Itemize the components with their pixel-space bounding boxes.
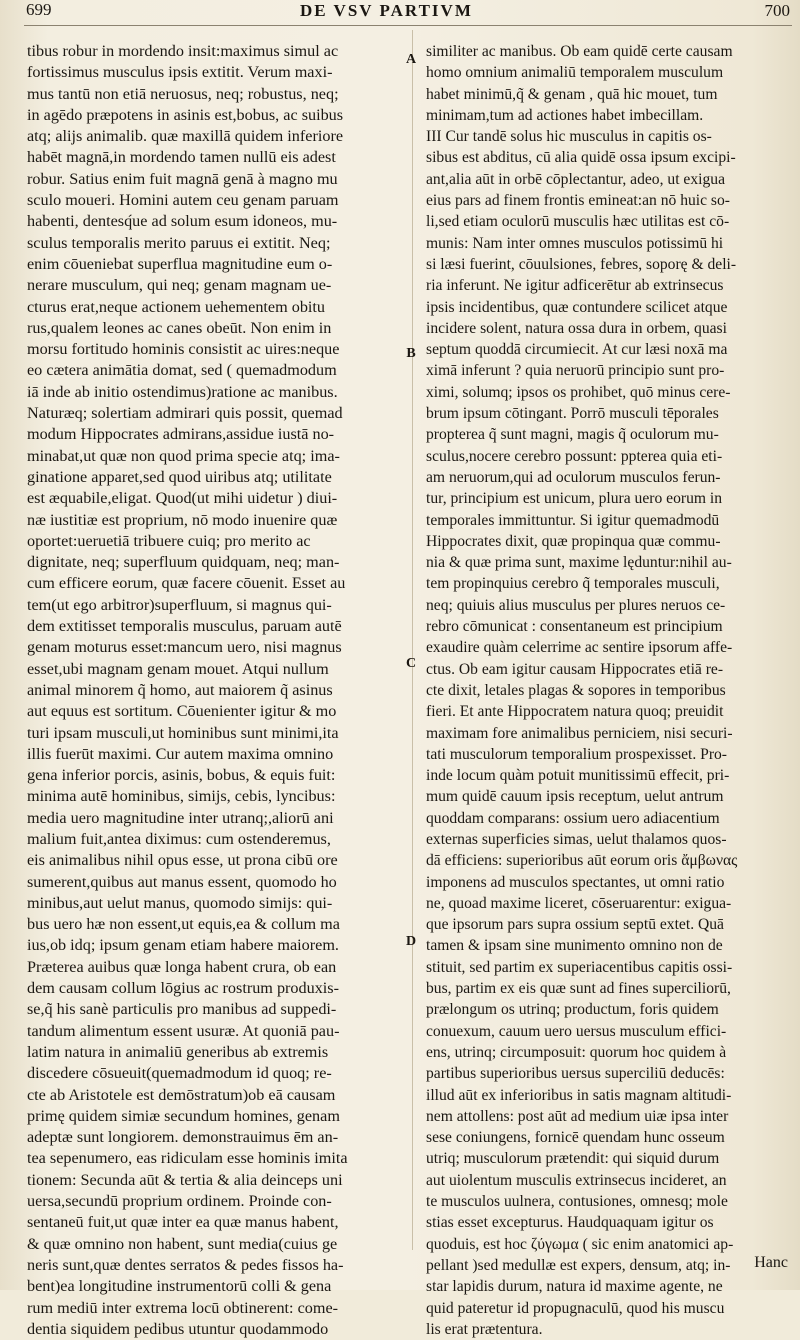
text-line: esset,ubi magnam genam mouet. Atqui nullum <box>27 659 329 678</box>
text-line: eius pars ad finem frontis emineat:an nō huic so- <box>426 192 730 210</box>
text-line: quoduis, est hoc ζύγωμα ( sic enim anatomici ap- <box>426 1235 734 1253</box>
text-line: prælongum os utrinq; productum, foris quidem <box>426 1001 719 1019</box>
text-line: atq; alijs animalib. quæ maxillā quidem inferiore <box>27 127 344 146</box>
text-line: minabat,ut quæ non quod prima specie atq; ima- <box>27 446 340 465</box>
text-line: externas superficies simas, uelut thalamos quos- <box>426 830 727 848</box>
text-line: homo omnium animaliū temporalem musculum <box>426 64 724 82</box>
text-line: modum Hippocrates admirans,assidue iustā no- <box>27 425 335 444</box>
text-line: bent)ea longitudine instrumentorū colli & gena <box>27 1277 332 1296</box>
text-line: cte ab Aristotele est demōstratum)ob eā causam <box>27 1085 336 1104</box>
text-line: in agēdo præpotens in asinis est,bobus, ac suibus <box>27 105 344 124</box>
text-line: sibus est abditus, cū alia quidē ossa ipsum excipi- <box>426 149 736 167</box>
text-line: adeptæ sunt longiorem. demonstrauimus ēm an- <box>27 1128 339 1147</box>
text-line: brum ipsum cōtingant. Porrō musculi tēporales <box>426 405 719 423</box>
text-line: utriq; musculorum prætendit: qui siquid durum <box>426 1150 720 1168</box>
text-line: conuexum, cauum uero uersus musculum effici- <box>426 1022 727 1040</box>
text-line: exaudire quàm celerrime ac sentire ipsorum affe- <box>426 639 733 657</box>
text-line: Naturæq; solertiam admirari quis possit, quemad <box>27 404 343 423</box>
text-line: habet minimū,q̃ & genam , quā hic mouet, tum <box>426 85 718 103</box>
text-line: III Cur tandē solus hic musculus in capitis os- <box>426 128 712 146</box>
right-page-number: 700 <box>764 1 790 20</box>
text-line: cturus erat,neque actionem uehementem obitu <box>27 297 326 316</box>
right-text-column <box>426 41 778 1340</box>
text-line: fieri. Et ante Hippocratem natura quoq; preuidit <box>426 703 724 721</box>
text-line: bus, partim ex eis quæ sunt ad fines superciliorū, <box>426 980 731 998</box>
running-title: DE VSV PARTIVM <box>300 1 473 20</box>
text-line: cum efficere eorum, quæ facere cōuenit. Esset au <box>27 574 346 593</box>
text-line: turi ipsam musculi,ut hominibus sunt minimi,ita <box>27 723 339 742</box>
text-line: neris sunt,quæ dentes serratos & pedes fissos ha- <box>27 1255 344 1274</box>
text-line: minima autē hominibus, simijs, cebis, lyncibus: <box>27 787 336 806</box>
text-line: sese coniungens, fornicē quendam hunc osseum <box>426 1129 725 1147</box>
text-line: nerare musculum, qui neq; genam magnam ue- <box>27 276 332 295</box>
text-line: ctus. Ob eam igitur causam Hippocrates etiā re- <box>426 660 724 678</box>
text-line: oportet:ueruetiā tribuere cuiq; pro merito ac <box>27 531 311 550</box>
text-line: stituit, sed partim ex superiacentibus capitis ossi- <box>426 958 733 976</box>
text-line: tati musculorum temporalium prospexisset. Pro- <box>426 745 728 763</box>
text-line: nia & quæ prima sunt, maxime lęduntur:nihil au- <box>426 554 732 572</box>
text-line: quid pateretur id propugnaculū, quod his muscu <box>426 1299 725 1317</box>
text-line: animal minorem q̃ homo, aut maiorem q̃ asinus <box>27 680 333 699</box>
text-line: mus tantū non etiā neruosus, neq; robustus, neq; <box>27 84 339 103</box>
left-page-number: 699 <box>26 0 52 19</box>
text-line: imponens ad musculos spectantes, ut omni ratio <box>426 873 725 891</box>
text-line: media uero magnitudine inter utranq;,aliorū ani <box>27 808 334 827</box>
margin-letter-d: D <box>405 934 417 949</box>
text-line: illud aūt ex inferioribus in satis magnam altitudi- <box>426 1086 732 1104</box>
text-line: stias esset excepturus. Haudquaquam igitur os <box>426 1214 714 1232</box>
text-line: li,sed etiam oculorū musculis hæc utilitas est cō- <box>426 213 730 231</box>
text-line: tem propinquius cerebro q̃ temporales musculi, <box>426 575 720 593</box>
text-line: te musculos uulnera, contusiones, omnesq; mole <box>426 1193 728 1211</box>
text-line: tem(ut ego arbitror)superfluum, si magnus qui- <box>27 595 332 614</box>
text-line: minibus,aut uelut manus, quomodo simijs: qui- <box>27 893 333 912</box>
text-line: fortissimus musculus ipsis extitit. Verum maxi- <box>27 63 333 82</box>
text-line: ant,alia aūt in orbē cōplectantur, adeo, ut exigua <box>426 170 725 188</box>
text-line: discedere cōsueuit(quemadmodum id quoq; re- <box>27 1064 332 1083</box>
text-line: latim natura in animaliū generibus ab extremis <box>27 1042 329 1061</box>
text-line: sculo moueri. Homini autem ceu genam paruam <box>27 191 339 210</box>
text-line: similiter ac manibus. Ob eam quidē certe causam <box>426 43 733 60</box>
text-line: ginatione apparet,sed quod uiribus atq; utilitate <box>27 467 332 486</box>
text-line: se,q̃ his sanè particulis pro manibus ad suppedi- <box>27 1000 337 1019</box>
text-line: ius,ob idq; ipsum genam etiam habere maiorem. <box>27 936 339 955</box>
text-line: sentaneū fuit,ut quæ inter ea quæ manus habent, <box>27 1213 339 1232</box>
text-line: que ipsorum pars supra ossium septū extet. Quā <box>426 916 724 934</box>
text-line: illis fuerūt maximi. Cur autem maxima omnino <box>27 744 334 763</box>
text-line: dignitate, neq; superfluum quidquam, neq; man- <box>27 553 340 572</box>
text-line: ximā inferunt ? quia neruorū principio sunt pro- <box>426 362 725 380</box>
text-line: robur. Satius enim fuit magnā genā à magno mu <box>27 169 338 188</box>
text-line: sumerent,quibus aut manus essent, quomodo ho <box>27 872 337 891</box>
text-line: ipsis incidentibus, quæ contundere scilicet atque <box>426 298 728 316</box>
text-line: primę quidem simiæ secundum homines, genam <box>27 1106 340 1125</box>
text-line: Hippocrates dixit, quæ propinqua quæ commu- <box>426 532 721 550</box>
text-line: maximam fore animalibus perniciem, nisi securi- <box>426 724 733 742</box>
text-line: habenti, dentesq́ue ad solum esum idoneos, mu- <box>27 212 338 231</box>
text-line: tibus robur in mordendo insit:maximus simul ac <box>27 42 339 60</box>
text-line: malium fuit,antea diximus: cum ostenderemus, <box>27 829 331 848</box>
text-line: eis animalibus nihil opus esse, ut prona cibū ore <box>27 851 338 870</box>
text-line: enim cōueniebat superflua magnitudine eum o- <box>27 254 333 273</box>
text-line: star lapidis durum, natura id maxime agente, ne <box>426 1278 723 1296</box>
margin-letter-c: C <box>405 656 417 671</box>
text-line: ximi, solumq; ipsos os prohibet, quō minus cere- <box>426 383 731 401</box>
text-line: genam moturus esset:mancum uero, nisi magnus <box>27 638 342 657</box>
text-line: mum quidē cauum ipsis receptum, uelut antrum <box>426 788 724 806</box>
text-line: eo cætera animātia domat, sed ( quemadmodum <box>27 361 337 380</box>
text-line: munis: Nam inter omnes musculos potissimū hi <box>426 234 724 252</box>
text-line: ens, utrinq; circumposuit: quorum hoc quidem à <box>426 1043 727 1061</box>
text-line: quoddam comparans: ossium uero adiacentium <box>426 809 720 827</box>
text-line: partibus superioribus uersus superciliū deducēs: <box>426 1065 725 1083</box>
text-line: rus,qualem leones ac canes obeūt. Non enim in <box>27 318 332 337</box>
text-line: temporales immittuntur. Si igitur quemadmodū <box>426 511 720 529</box>
text-line: tamen & ipsam sine munimento omnino non de <box>426 937 723 955</box>
left-text-column <box>27 41 399 1340</box>
text-line: sculus,nocere cerebro possunt: ppterea quia eti- <box>426 447 723 465</box>
text-line: incidere solent, natura ossa dura in orbem, quasi <box>426 319 727 337</box>
text-line: tionem: Secunda aūt & tertia & alia deinceps uni <box>27 1170 343 1189</box>
header-rule <box>24 25 792 26</box>
text-line: propterea q̃ sunt magni, magis q̃ oculorum mu- <box>426 426 719 444</box>
text-line: & quæ omnino non habent, sunt media(cuius ge <box>27 1234 338 1253</box>
text-line: neq; quiuis alius musculus per plures neruos ce- <box>426 596 726 614</box>
text-line: pellant )sed medullæ est expers, densum, atq; in- <box>426 1256 731 1274</box>
text-line: næ iustitiæ est proprium, nō modo inuenire quæ <box>27 510 338 529</box>
text-line: tea sepenumero, eas ridiculam esse hominis imita <box>27 1149 348 1168</box>
margin-letter-a: A <box>405 52 417 67</box>
text-line: nem attollens: post aūt ad medium uiæ ipsa inter <box>426 1107 729 1125</box>
catchword: Hanc <box>754 1254 788 1271</box>
text-line: ne, quoad maxime liceret, cōseruarentur: exigua- <box>426 894 732 912</box>
text-line: septum quoddā circumiecit. At cur læsi noxā ma <box>426 341 728 359</box>
text-line: bus uero hæ non essent,ut equis,ea & collum ma <box>27 915 340 934</box>
column-divider <box>412 30 413 1250</box>
margin-letter-b: B <box>406 346 416 361</box>
text-line: sculus temporalis merito paruus ei extitit. Neq; <box>27 233 331 252</box>
text-line: tandum alimentum essent usuræ. At quoniā pau- <box>27 1021 340 1040</box>
text-line: tur, principium est unicum, plura uero eorum in <box>426 490 723 508</box>
text-line: dentia siquidem pedibus utuntur quodammodo <box>27 1319 329 1338</box>
text-line: si læsi fuerint, cōuulsiones, febres, soporę & deli- <box>426 255 737 273</box>
text-line: habēt magnā,in mordendo tamen nullū eis adest <box>27 148 336 167</box>
text-line: uersa,secundū proprium ordinem. Proinde con- <box>27 1192 332 1211</box>
text-line: dā efficiens: superioribus aūt eorum oris ἄμβωνας <box>426 852 738 870</box>
text-line: Præterea auibus quæ longa habent crura, ob ean <box>27 957 337 976</box>
text-line: am neruorum,qui ad oculorum musculos ferun- <box>426 468 721 486</box>
text-line: cte dixit, letales plagas & sopores in temporibus <box>426 681 726 699</box>
text-line: rebro cōmunicat : consentaneum est principium <box>426 618 723 636</box>
text-line: aut equus est sortitum. Cōuenienter igitur & mo <box>27 702 337 721</box>
text-line: rum mediū inter extrema locū obtinerent: come- <box>27 1298 339 1317</box>
text-line: ria inferunt. Ne igitur adficerētur ab extrinsecus <box>426 277 724 295</box>
text-line: est æquabile,eligat. Quod(ut mihi uidetur ) diui- <box>27 489 338 508</box>
text-line: iā inde ab initio ostendimus)ratione ac manibus. <box>27 382 338 401</box>
text-line: inde locum quàm potuit munitissimū effecit, pri- <box>426 767 730 785</box>
text-line: gena inferior porcis, asinis, bobus, & equis fuit: <box>27 766 336 785</box>
text-line: lis erat prætentura. <box>426 1320 543 1338</box>
text-line: dem causam collum lōgius ac rostrum produxis- <box>27 979 339 998</box>
text-line: morsu fortitudo hominis consistit ac uires:neque <box>27 340 340 359</box>
text-line: dem extitisset temporalis musculus, paruam autē <box>27 617 342 636</box>
text-line: aut uiolentum musculis extrinsecus incideret, an <box>426 1171 727 1189</box>
text-line: minimam,tum ad actiones habet imbecillam. <box>426 106 704 124</box>
